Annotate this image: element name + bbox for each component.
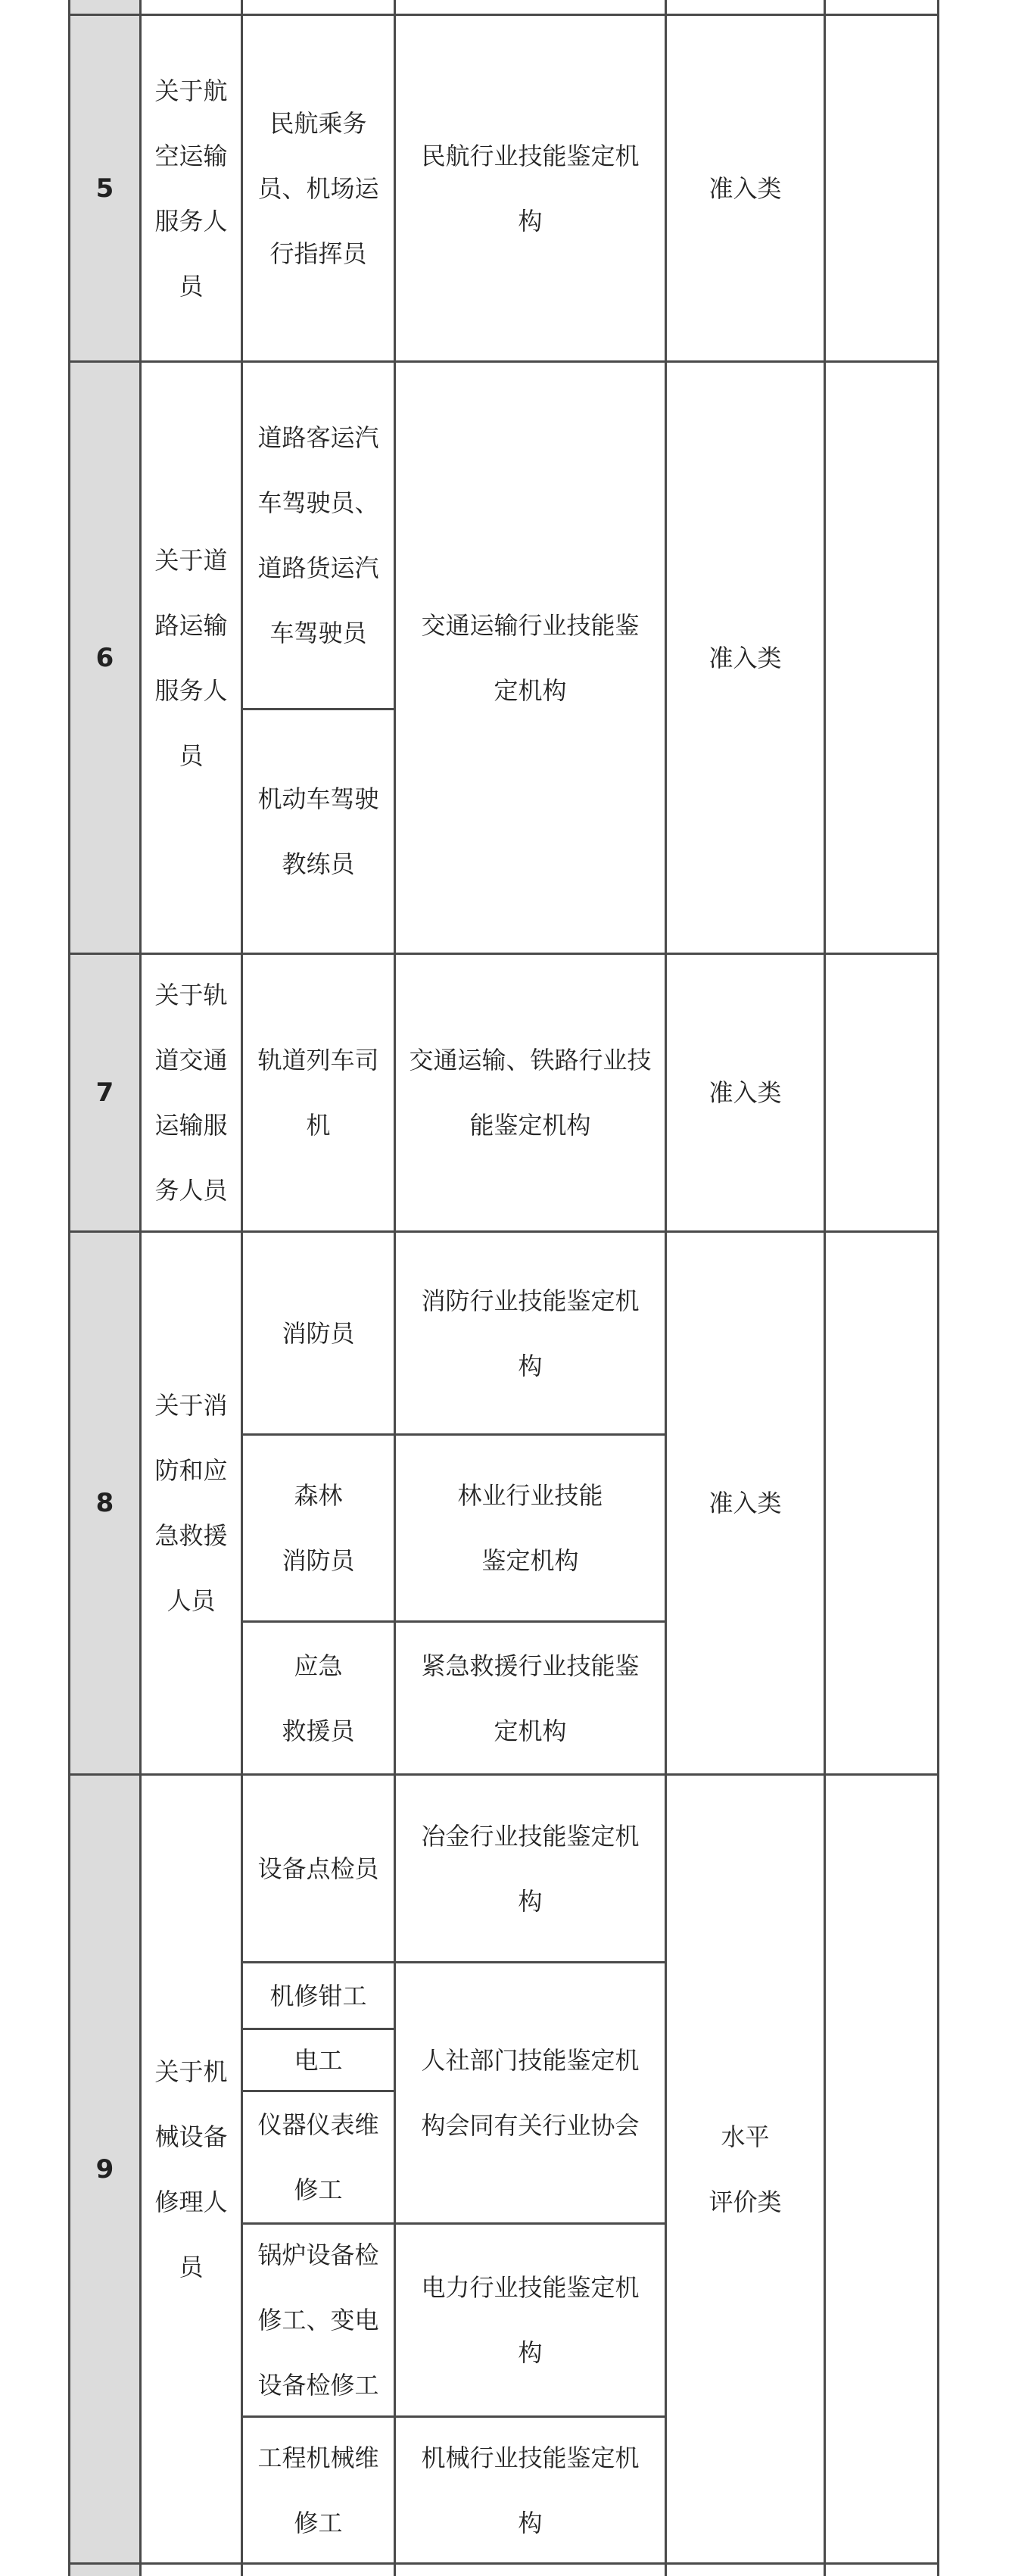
appraisal-agency: 机械行业技能鉴定机 构 [421, 2443, 640, 2537]
row-number: 5 [95, 173, 114, 204]
table-border-right [937, 0, 939, 2576]
occupation: 电工 [294, 2045, 343, 2075]
appraisal-agency: 电力行业技能鉴定机 构 [421, 2273, 640, 2367]
appraisal-agency: 交通运输行业技能鉴 定机构 [421, 610, 640, 705]
row-number: 7 [95, 1077, 114, 1108]
category-name: 关于道 路运输 服务人 员 [154, 545, 228, 770]
occupation: 道路客运汽 车驾驶员、 道路货运汽 车驾驶员 [257, 423, 379, 647]
qualification-type: 准入类 [708, 1489, 782, 1517]
occupation: 设备点检员 [257, 1854, 379, 1883]
occupation: 工程机械维 修工 [257, 2443, 379, 2537]
occupation: 森林 消防员 [282, 1481, 355, 1575]
appraisal-agency: 冶金行业技能鉴定机 构 [421, 1821, 640, 1916]
appraisal-agency: 民航行业技能鉴定机 构 [421, 141, 640, 235]
occupation: 机动车驾驶 教练员 [257, 784, 379, 878]
occupation: 应急 救援员 [282, 1651, 355, 1745]
category-name: 关于轨 道交通 运输服 务人员 [154, 981, 228, 1205]
category-name: 关于航 空运输 服务人 员 [154, 76, 228, 301]
occupation: 机修钳工 [269, 1981, 367, 2010]
appraisal-agency: 林业行业技能 鉴定机构 [457, 1481, 603, 1575]
appraisal-agency: 交通运输、铁路行业技 能鉴定机构 [409, 1046, 652, 1140]
row-line-bottom [68, 2562, 939, 2565]
occupation: 消防员 [282, 1318, 355, 1348]
qualification-type: 水平 评价类 [708, 2122, 782, 2216]
occupation: 仪器仪表维 修工 [257, 2110, 379, 2204]
qualification-type: 准入类 [708, 173, 782, 203]
occupation: 锅炉设备检 修工、变电 设备检修工 [257, 2241, 379, 2400]
qualification-type: 准入类 [708, 1078, 782, 1107]
qualification-type: 准入类 [708, 643, 782, 672]
row-number: 8 [95, 1488, 114, 1518]
appraisal-agency: 消防行业技能鉴定机 构 [421, 1286, 640, 1380]
occupation: 民航乘务 员、机场运 行指挥员 [257, 108, 379, 268]
table-divider-category [824, 0, 826, 2576]
category-name: 关于机 械设备 修理人 员 [154, 2057, 228, 2281]
row-number: 9 [95, 2153, 114, 2185]
category-name: 关于消 防和应 急救援 人员 [154, 1391, 228, 1615]
appraisal-agency: 紧急救援行业技能鉴 定机构 [421, 1651, 640, 1745]
occupation: 轨道列车司 机 [257, 1046, 379, 1140]
row-number: 6 [95, 642, 114, 673]
appraisal-agency: 人社部门技能鉴定机 构会同有关行业协会 [421, 2046, 640, 2140]
